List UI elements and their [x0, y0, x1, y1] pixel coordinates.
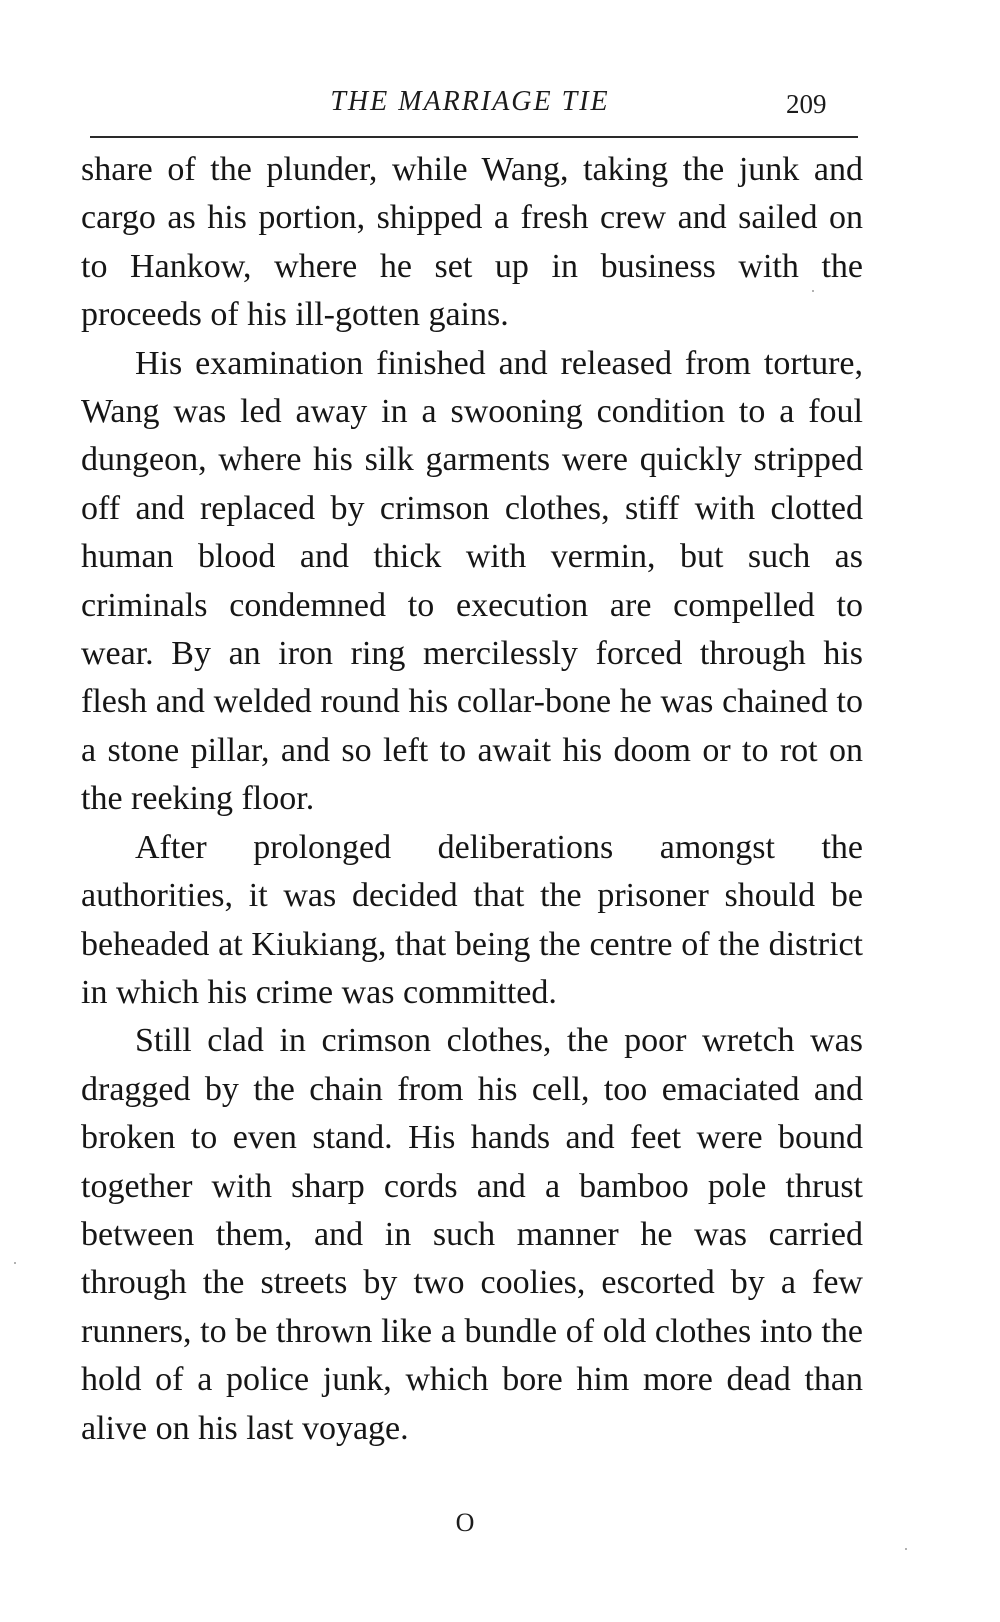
paragraph-2: His examination finished and released from torture, Wang was led away in a swooning condition to a foul dungeon, where his silk garments were quickly stripped off and replaced by crimson clothes, stiff with clotted human blood and thick with vermin, but such as criminals condemned to execution are compelled to wear. By an iron ring mercilessly forced through his flesh and welded round his collar-bone he was chained to a stone pillar, and so left to await his doom or to rot on the reeking floor. [81, 344, 863, 818]
paper-speck [14, 1262, 16, 1264]
running-title: THE MARRIAGE TIE [330, 86, 610, 117]
body-text [81, 146, 863, 1453]
header-rule [90, 136, 858, 138]
signature-mark: O [455, 1508, 475, 1537]
paragraph-4: Still clad in crimson clothes, the poor wretch was dragged by the chain from his cell, too emaciated and broken to even stand. His hands and feet were bound together with sharp cords and a bamboo pole thrust between them, and in such manner he was carried through the streets by two coolies, escorted by a few runners, to be thrown like a bundle of old clothes into the hold of a police junk, which bore him more dead than alive on his last voyage. [81, 1022, 863, 1447]
paragraph-1: share of the plunder, while Wang, taking the junk and cargo as his portion, shipped a fresh crew and sailed on to Hankow, where he set up in business with the proceeds of his ill-gotten gains. [81, 151, 863, 334]
page-number: 209 [786, 89, 827, 119]
paper-speck [812, 290, 814, 292]
paper-speck [905, 1548, 907, 1550]
paragraph-3: After prolonged deliberations amongst the authorities, it was decided that the prisoner should be beheaded at Kiukiang, that being the centre of the district in which his crime was committed. [81, 828, 863, 1011]
